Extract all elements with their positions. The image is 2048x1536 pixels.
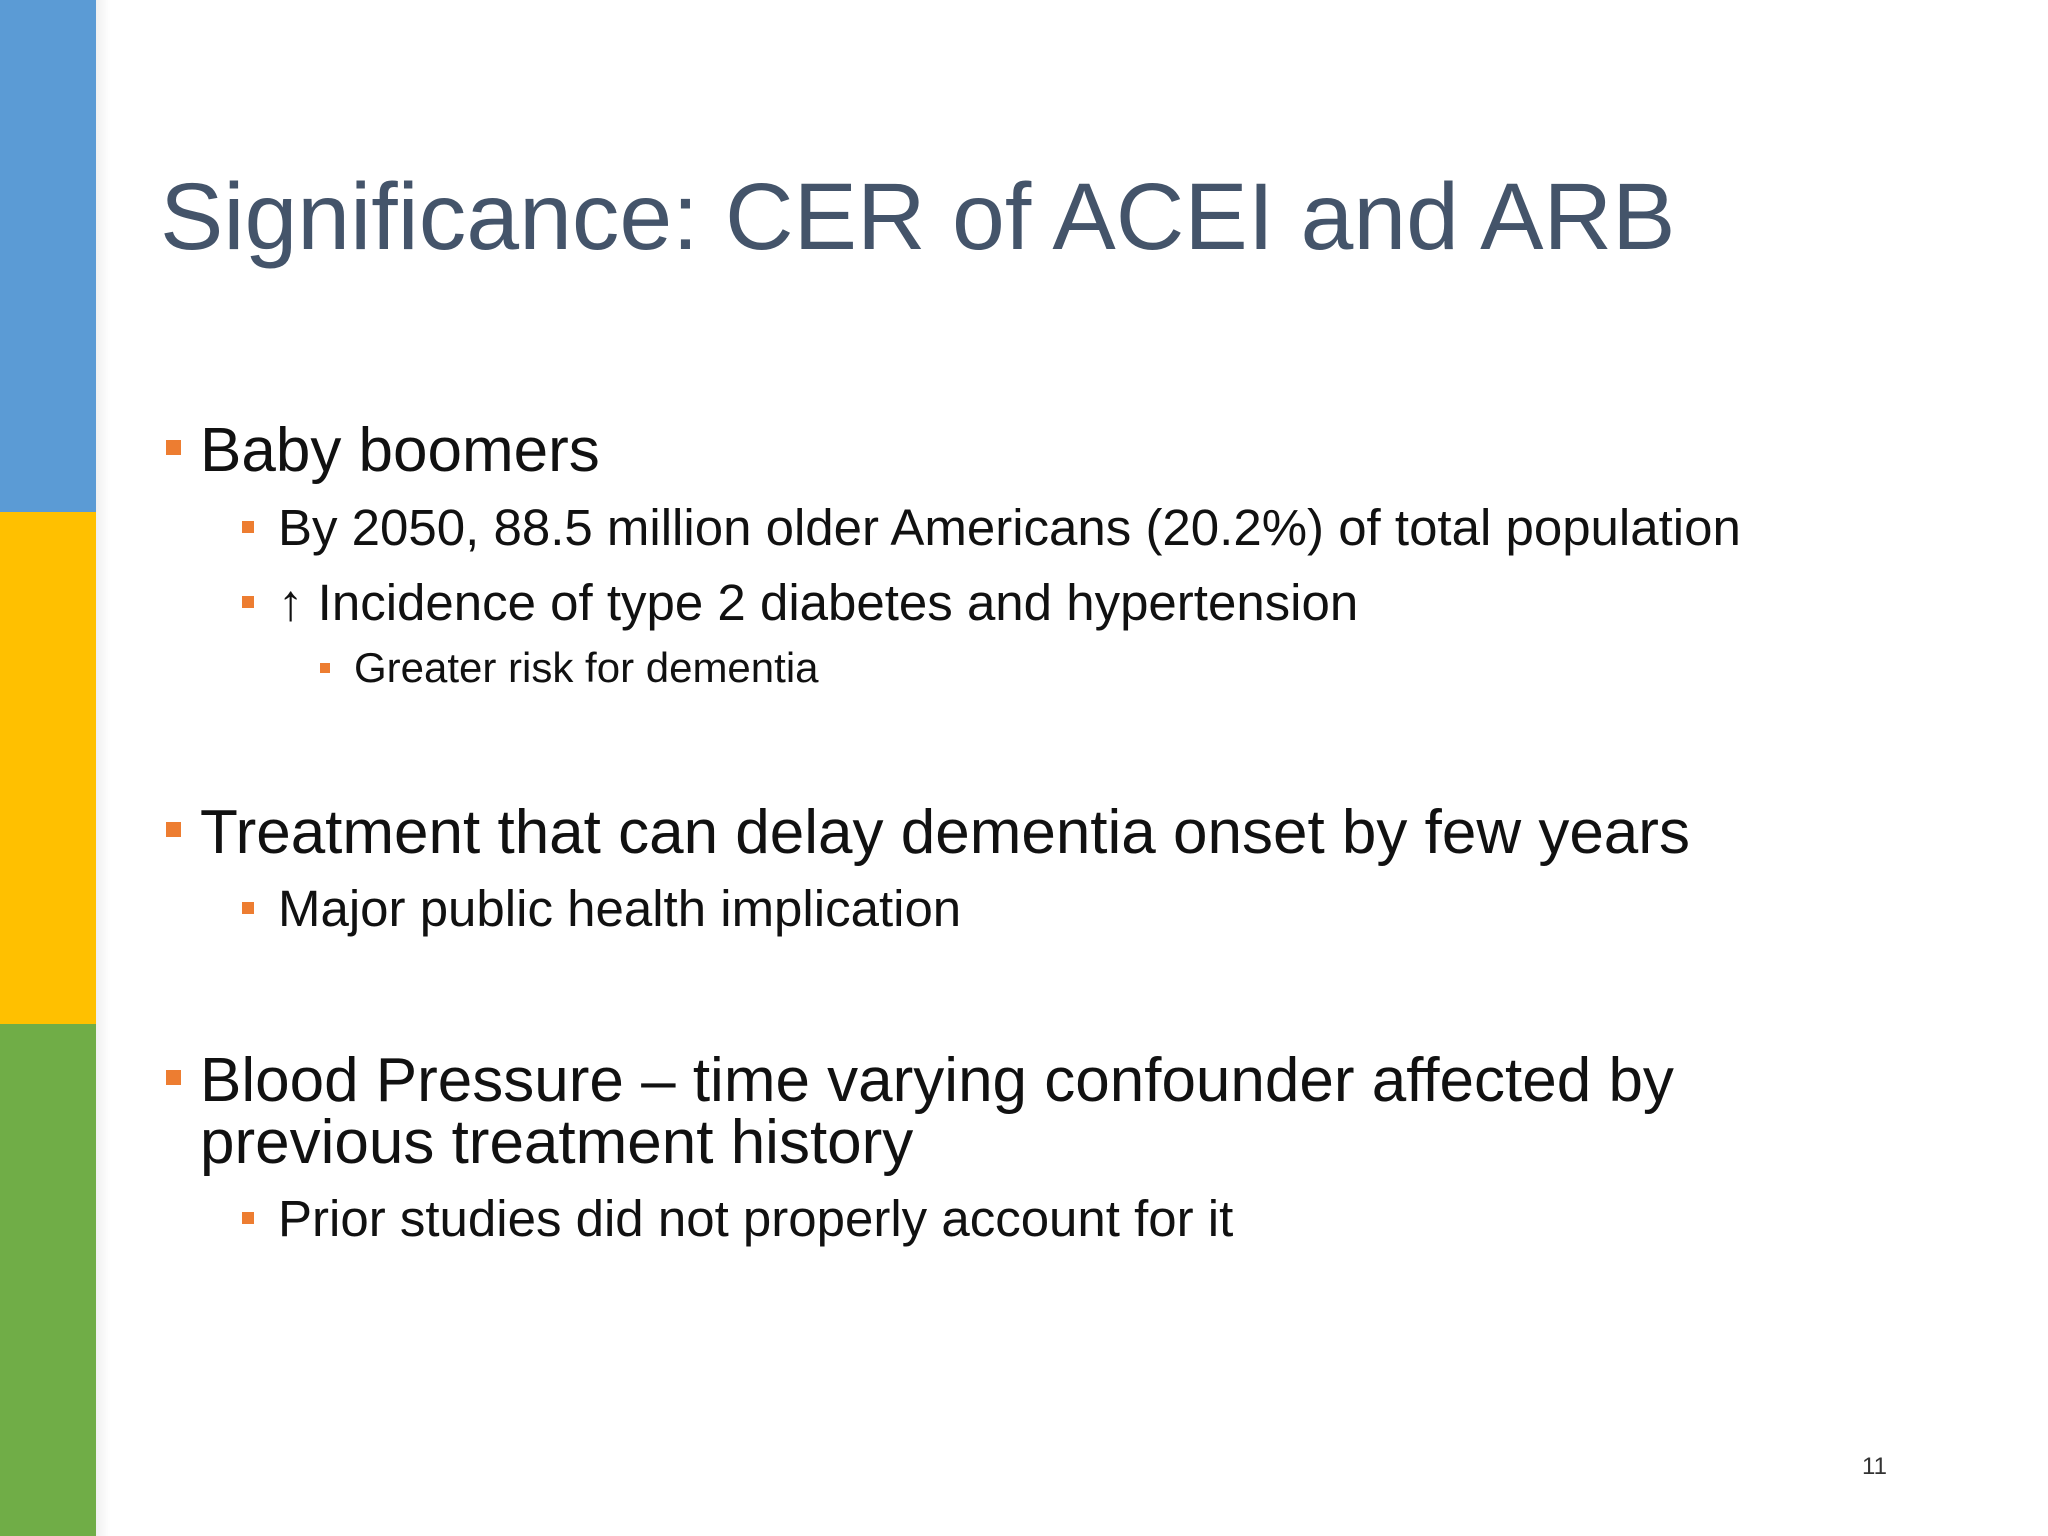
sub-bullet-marker [242,521,254,533]
bullet-blood-pressure-line1: Blood Pressure – time varying confounder affected by [200,1046,1674,1115]
bullet-baby-boomers: Baby boomers [200,416,600,485]
sub-sub-bullet-dementia-risk: Greater risk for dementia [354,644,819,691]
sub-sub-bullet-marker [320,663,330,673]
side-band-blue [0,0,96,512]
sub-bullet-2050-population: By 2050, 88.5 million older Americans (20.2%) of total population [278,499,1741,556]
bullet-treatment-delay: Treatment that can delay dementia onset by few years [200,798,1690,867]
sub-bullet-marker [242,902,254,914]
sub-bullet-incidence: ↑ Incidence of type 2 diabetes and hypertension [278,574,1359,631]
decorative-side-bar [0,0,96,1536]
bullet-marker [166,440,181,455]
sub-bullet-public-health: Major public health implication [278,880,962,937]
sub-bullet-marker [242,1212,254,1224]
side-band-gold [0,512,96,1024]
bullet-marker [166,822,181,837]
slide-title: Significance: CER of ACEI and ARB [160,164,1676,270]
sub-bullet-marker [242,596,254,608]
side-bar-shadow [96,0,110,1536]
sub-bullet-prior-studies: Prior studies did not properly account for it [278,1190,1234,1247]
page-number: 11 [1862,1453,1887,1480]
side-band-green [0,1024,96,1536]
bullet-blood-pressure-line2: previous treatment history [200,1108,914,1177]
bullet-marker [166,1070,181,1085]
